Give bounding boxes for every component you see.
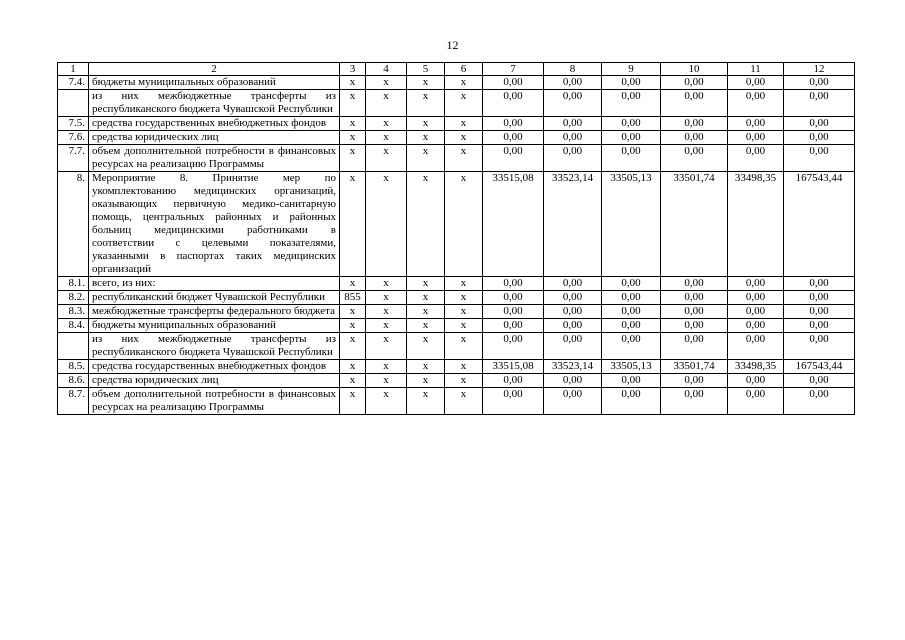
code-cell: x — [445, 131, 483, 145]
value-cell: 0,00 — [483, 333, 544, 360]
description-cell: из них межбюджетные трансферты из республиканского бюджета Чувашской Республики — [89, 90, 340, 117]
value-cell: 0,00 — [728, 305, 784, 319]
code-cell: x — [445, 333, 483, 360]
code-cell: x — [366, 145, 407, 172]
table-row — [58, 333, 855, 360]
value-cell: 33515,08 — [483, 360, 544, 374]
value-cell: 0,00 — [784, 291, 855, 305]
description-cell: средства юридических лиц — [89, 374, 340, 388]
value-cell: 0,00 — [784, 333, 855, 360]
value-cell: 33501,74 — [661, 360, 728, 374]
code-cell: x — [445, 90, 483, 117]
table-header-row — [58, 63, 855, 76]
column-header: 5 — [407, 63, 445, 76]
description-cell: объем дополнительной потребности в финансовых ресурсах на реализацию Программы — [89, 145, 340, 172]
value-cell: 0,00 — [544, 131, 602, 145]
column-header: 4 — [366, 63, 407, 76]
value-cell: 0,00 — [784, 90, 855, 117]
value-cell: 0,00 — [544, 145, 602, 172]
value-cell: 0,00 — [544, 305, 602, 319]
row-number-cell — [58, 333, 89, 360]
value-cell: 0,00 — [483, 277, 544, 291]
column-header: 10 — [661, 63, 728, 76]
value-cell: 0,00 — [483, 388, 544, 415]
value-cell: 0,00 — [483, 374, 544, 388]
value-cell: 33505,13 — [602, 172, 661, 277]
value-cell: 0,00 — [784, 76, 855, 90]
value-cell: 0,00 — [728, 388, 784, 415]
code-cell: 855 — [340, 291, 366, 305]
value-cell: 0,00 — [728, 131, 784, 145]
value-cell: 33498,35 — [728, 172, 784, 277]
description-cell: республиканский бюджет Чувашской Республики — [89, 291, 340, 305]
code-cell: x — [407, 291, 445, 305]
value-cell: 0,00 — [661, 76, 728, 90]
code-cell: x — [445, 117, 483, 131]
value-cell: 0,00 — [602, 319, 661, 333]
code-cell: x — [340, 145, 366, 172]
value-cell: 0,00 — [784, 131, 855, 145]
value-cell: 0,00 — [661, 388, 728, 415]
row-number-cell: 8.3. — [58, 305, 89, 319]
code-cell: x — [366, 388, 407, 415]
row-number-cell: 7.5. — [58, 117, 89, 131]
table-row — [58, 76, 855, 90]
value-cell: 33515,08 — [483, 172, 544, 277]
table-row — [58, 374, 855, 388]
description-cell: средства государственных внебюджетных фондов — [89, 117, 340, 131]
value-cell: 0,00 — [728, 117, 784, 131]
code-cell: x — [445, 291, 483, 305]
column-header: 11 — [728, 63, 784, 76]
page-number: 12 — [446, 38, 459, 52]
code-cell: x — [340, 117, 366, 131]
table-row — [58, 131, 855, 145]
value-cell: 0,00 — [544, 333, 602, 360]
value-cell: 0,00 — [728, 90, 784, 117]
value-cell: 0,00 — [602, 388, 661, 415]
table-row — [58, 90, 855, 117]
code-cell: x — [340, 388, 366, 415]
row-number-cell: 8.2. — [58, 291, 89, 305]
row-number-cell — [58, 90, 89, 117]
value-cell: 0,00 — [661, 291, 728, 305]
description-cell: бюджеты муниципальных образований — [89, 319, 340, 333]
code-cell: x — [407, 117, 445, 131]
table-body — [58, 63, 855, 415]
value-cell: 0,00 — [544, 291, 602, 305]
value-cell: 0,00 — [483, 305, 544, 319]
code-cell: x — [407, 333, 445, 360]
value-cell: 0,00 — [728, 333, 784, 360]
code-cell: x — [407, 360, 445, 374]
value-cell: 0,00 — [544, 90, 602, 117]
code-cell: x — [366, 131, 407, 145]
value-cell: 0,00 — [602, 291, 661, 305]
description-cell: средства юридических лиц — [89, 131, 340, 145]
code-cell: x — [445, 374, 483, 388]
value-cell: 0,00 — [544, 374, 602, 388]
code-cell: x — [407, 131, 445, 145]
value-cell: 33498,35 — [728, 360, 784, 374]
value-cell: 0,00 — [661, 131, 728, 145]
value-cell: 0,00 — [661, 90, 728, 117]
value-cell: 0,00 — [661, 374, 728, 388]
value-cell: 0,00 — [661, 277, 728, 291]
table-row — [58, 305, 855, 319]
column-header: 12 — [784, 63, 855, 76]
value-cell: 0,00 — [602, 90, 661, 117]
table-row — [58, 360, 855, 374]
code-cell: x — [366, 172, 407, 277]
code-cell: x — [340, 277, 366, 291]
value-cell: 33501,74 — [661, 172, 728, 277]
description-cell: межбюджетные трансферты федерального бюджета — [89, 305, 340, 319]
code-cell: x — [340, 90, 366, 117]
code-cell: x — [407, 305, 445, 319]
code-cell: x — [407, 388, 445, 415]
description-cell: бюджеты муниципальных образований — [89, 76, 340, 90]
value-cell: 0,00 — [602, 305, 661, 319]
budget-table — [57, 62, 855, 415]
value-cell: 0,00 — [602, 277, 661, 291]
value-cell: 33523,14 — [544, 360, 602, 374]
code-cell: x — [340, 305, 366, 319]
code-cell: x — [407, 374, 445, 388]
value-cell: 0,00 — [784, 277, 855, 291]
code-cell: x — [445, 360, 483, 374]
value-cell: 167543,44 — [784, 360, 855, 374]
code-cell: x — [366, 333, 407, 360]
value-cell: 0,00 — [728, 145, 784, 172]
code-cell: x — [366, 360, 407, 374]
row-number-cell: 7.4. — [58, 76, 89, 90]
code-cell: x — [340, 172, 366, 277]
code-cell: x — [366, 90, 407, 117]
value-cell: 0,00 — [661, 305, 728, 319]
column-header: 2 — [89, 63, 340, 76]
value-cell: 0,00 — [602, 374, 661, 388]
value-cell: 0,00 — [784, 145, 855, 172]
description-cell: всего, из них: — [89, 277, 340, 291]
code-cell: x — [407, 277, 445, 291]
column-header: 8 — [544, 63, 602, 76]
value-cell: 33523,14 — [544, 172, 602, 277]
code-cell: x — [366, 76, 407, 90]
row-number-cell: 8.7. — [58, 388, 89, 415]
code-cell: x — [366, 305, 407, 319]
column-header: 1 — [58, 63, 89, 76]
code-cell: x — [445, 305, 483, 319]
code-cell: x — [366, 117, 407, 131]
value-cell: 0,00 — [544, 277, 602, 291]
column-header: 7 — [483, 63, 544, 76]
value-cell: 0,00 — [483, 145, 544, 172]
value-cell: 0,00 — [728, 319, 784, 333]
code-cell: x — [340, 360, 366, 374]
code-cell: x — [340, 76, 366, 90]
value-cell: 0,00 — [661, 117, 728, 131]
value-cell: 0,00 — [602, 117, 661, 131]
code-cell: x — [366, 374, 407, 388]
code-cell: x — [445, 319, 483, 333]
description-cell: объем дополнительной потребности в финансовых ресурсах на реализацию Программы — [89, 388, 340, 415]
table-row — [58, 388, 855, 415]
code-cell: x — [366, 291, 407, 305]
value-cell: 0,00 — [544, 117, 602, 131]
table-row — [58, 319, 855, 333]
column-header: 9 — [602, 63, 661, 76]
value-cell: 0,00 — [483, 291, 544, 305]
value-cell: 33505,13 — [602, 360, 661, 374]
row-number-cell: 8.5. — [58, 360, 89, 374]
value-cell: 0,00 — [602, 131, 661, 145]
code-cell: x — [407, 319, 445, 333]
value-cell: 0,00 — [728, 291, 784, 305]
column-header: 3 — [340, 63, 366, 76]
value-cell: 0,00 — [483, 90, 544, 117]
code-cell: x — [407, 76, 445, 90]
value-cell: 0,00 — [602, 76, 661, 90]
value-cell: 0,00 — [483, 319, 544, 333]
value-cell: 167543,44 — [784, 172, 855, 277]
table-row — [58, 145, 855, 172]
table-row — [58, 172, 855, 277]
code-cell: x — [445, 145, 483, 172]
value-cell: 0,00 — [602, 145, 661, 172]
code-cell: x — [366, 277, 407, 291]
value-cell: 0,00 — [728, 374, 784, 388]
value-cell: 0,00 — [661, 333, 728, 360]
value-cell: 0,00 — [728, 76, 784, 90]
row-number-cell: 8.1. — [58, 277, 89, 291]
row-number-cell: 7.7. — [58, 145, 89, 172]
value-cell: 0,00 — [483, 76, 544, 90]
row-number-cell: 7.6. — [58, 131, 89, 145]
code-cell: x — [340, 333, 366, 360]
table-row — [58, 277, 855, 291]
value-cell: 0,00 — [544, 76, 602, 90]
description-cell: Мероприятие 8. Принятие мер по укомплектованию медицинских организаций, оказывающих первичную медико-санитарную помощь, центральных районных и районных больниц медицинскими работниками в соответствии с целевыми показателями, указанными в паспортах таких медицинских организаций — [89, 172, 340, 277]
code-cell: x — [445, 172, 483, 277]
code-cell: x — [445, 76, 483, 90]
value-cell: 0,00 — [784, 319, 855, 333]
value-cell: 0,00 — [728, 277, 784, 291]
value-cell: 0,00 — [602, 333, 661, 360]
row-number-cell: 8.6. — [58, 374, 89, 388]
code-cell: x — [445, 277, 483, 291]
value-cell: 0,00 — [784, 305, 855, 319]
table-row — [58, 291, 855, 305]
row-number-cell: 8. — [58, 172, 89, 277]
description-cell: средства государственных внебюджетных фондов — [89, 360, 340, 374]
value-cell: 0,00 — [483, 131, 544, 145]
column-header: 6 — [445, 63, 483, 76]
code-cell: x — [407, 145, 445, 172]
value-cell: 0,00 — [544, 319, 602, 333]
value-cell: 0,00 — [661, 319, 728, 333]
code-cell: x — [340, 131, 366, 145]
row-number-cell: 8.4. — [58, 319, 89, 333]
code-cell: x — [445, 388, 483, 415]
table-row — [58, 117, 855, 131]
code-cell: x — [407, 172, 445, 277]
value-cell: 0,00 — [784, 388, 855, 415]
code-cell: x — [366, 319, 407, 333]
value-cell: 0,00 — [483, 117, 544, 131]
value-cell: 0,00 — [784, 374, 855, 388]
value-cell: 0,00 — [544, 388, 602, 415]
value-cell: 0,00 — [661, 145, 728, 172]
code-cell: x — [340, 319, 366, 333]
code-cell: x — [407, 90, 445, 117]
code-cell: x — [340, 374, 366, 388]
value-cell: 0,00 — [784, 117, 855, 131]
description-cell: из них межбюджетные трансферты из республиканского бюджета Чувашской Республики — [89, 333, 340, 360]
